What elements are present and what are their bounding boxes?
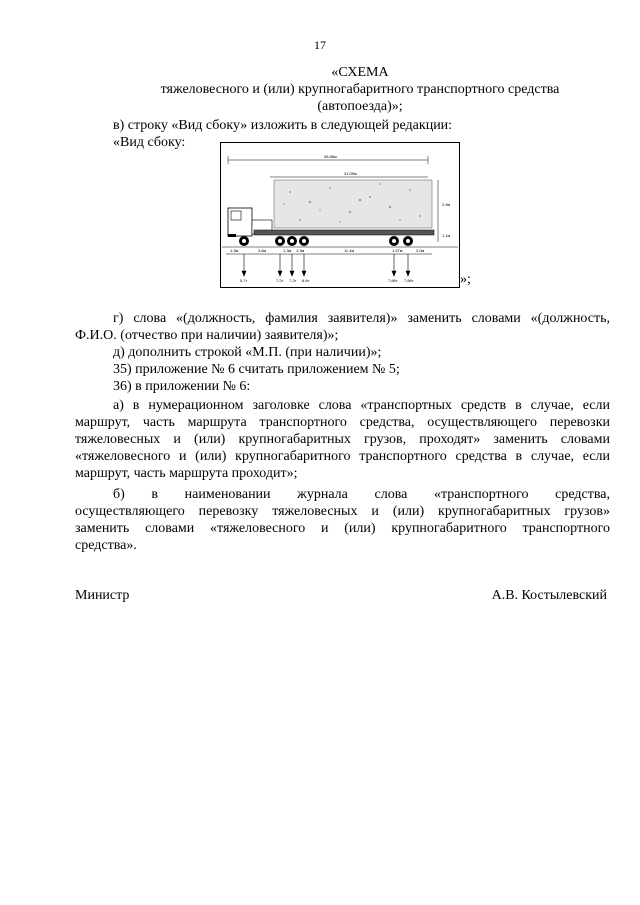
para-d: д) дополнить строкой «М.П. (при наличии)»; <box>113 345 382 360</box>
para-a-line5: маршрут, часть маршрута проходит»; <box>75 466 298 481</box>
page-number: 17 <box>314 38 326 52</box>
dim-height-lower: 1.1м <box>442 233 451 238</box>
load-1: 5.7т <box>240 278 248 283</box>
signature-name: А.В. Костылевский <box>491 588 607 603</box>
para-a-line3: тяжеловесных и (или) крупногабаритных грузов, проходят» заменить словами <box>75 432 610 447</box>
figure-closing-quote: »; <box>460 272 471 287</box>
signature-title: Министр <box>75 588 130 603</box>
para-a-line1: а) в нумерационном заголовке слова «транспортных средств в случае, если <box>113 398 610 413</box>
para-a-line2: маршрут, часть маршрута транспортного средства, осуществляющего перевозки <box>75 415 610 430</box>
para-b-line4: средства». <box>75 538 137 553</box>
dim-bottom-5: 11.4м <box>344 248 355 253</box>
para-a-line4: «тяжеловесного и (или) крупногабаритного транспортного средства в случае, если <box>75 449 610 464</box>
header-title: «СХЕМА <box>331 65 389 80</box>
load-6: 7.86т <box>404 278 414 283</box>
para-36: 36) в приложении № 6: <box>113 379 251 394</box>
dim-total: 36.88м <box>324 154 337 159</box>
para-g-line2: Ф.И.О. (отчество при наличии) заявителя)»; <box>75 328 339 343</box>
dim-bottom-1: 1.3м <box>230 248 239 253</box>
para-g-line1: г) слова «(должность, фамилия заявителя)» заменить словами «(должность, <box>113 311 610 326</box>
para-b-line3: заменить словами «тяжеловесного и (или) крупногабаритного транспортного <box>75 521 610 536</box>
dim-trailer: 31.09м <box>344 171 357 176</box>
header-subtitle-cont: (автопоезда)»; <box>317 99 403 114</box>
vehicle-side-view-figure <box>220 142 460 288</box>
load-4: 8.8т <box>302 278 310 283</box>
dim-bottom-4: 1.3м <box>296 248 305 253</box>
dim-height-upper: 2.9м <box>442 202 451 207</box>
dim-bottom-2: 3.6м <box>258 248 267 253</box>
para-v-quote: «Вид сбоку: <box>113 135 186 150</box>
dim-bottom-3: 1.3м <box>283 248 292 253</box>
load-3: 7.2т <box>289 278 297 283</box>
para-35: 35) приложение № 6 считать приложением № 5; <box>113 362 400 377</box>
load-5: 7.86т <box>388 278 398 283</box>
para-v: в) строку «Вид сбоку» изложить в следующей редакции: <box>113 118 453 133</box>
header-subtitle: тяжеловесного и (или) крупногабаритного транспортного средства <box>160 82 560 97</box>
para-b-line2: осуществляющего перевозку тяжеловесных и (или) крупногабаритных грузов» <box>75 504 610 519</box>
load-2: 7.2т <box>276 278 284 283</box>
dim-bottom-7: 3.0м <box>416 248 425 253</box>
dim-bottom-6: 1.57м <box>392 248 403 253</box>
para-b-line1: б) в наименовании журнала слова «транспортного средства, <box>113 487 610 502</box>
